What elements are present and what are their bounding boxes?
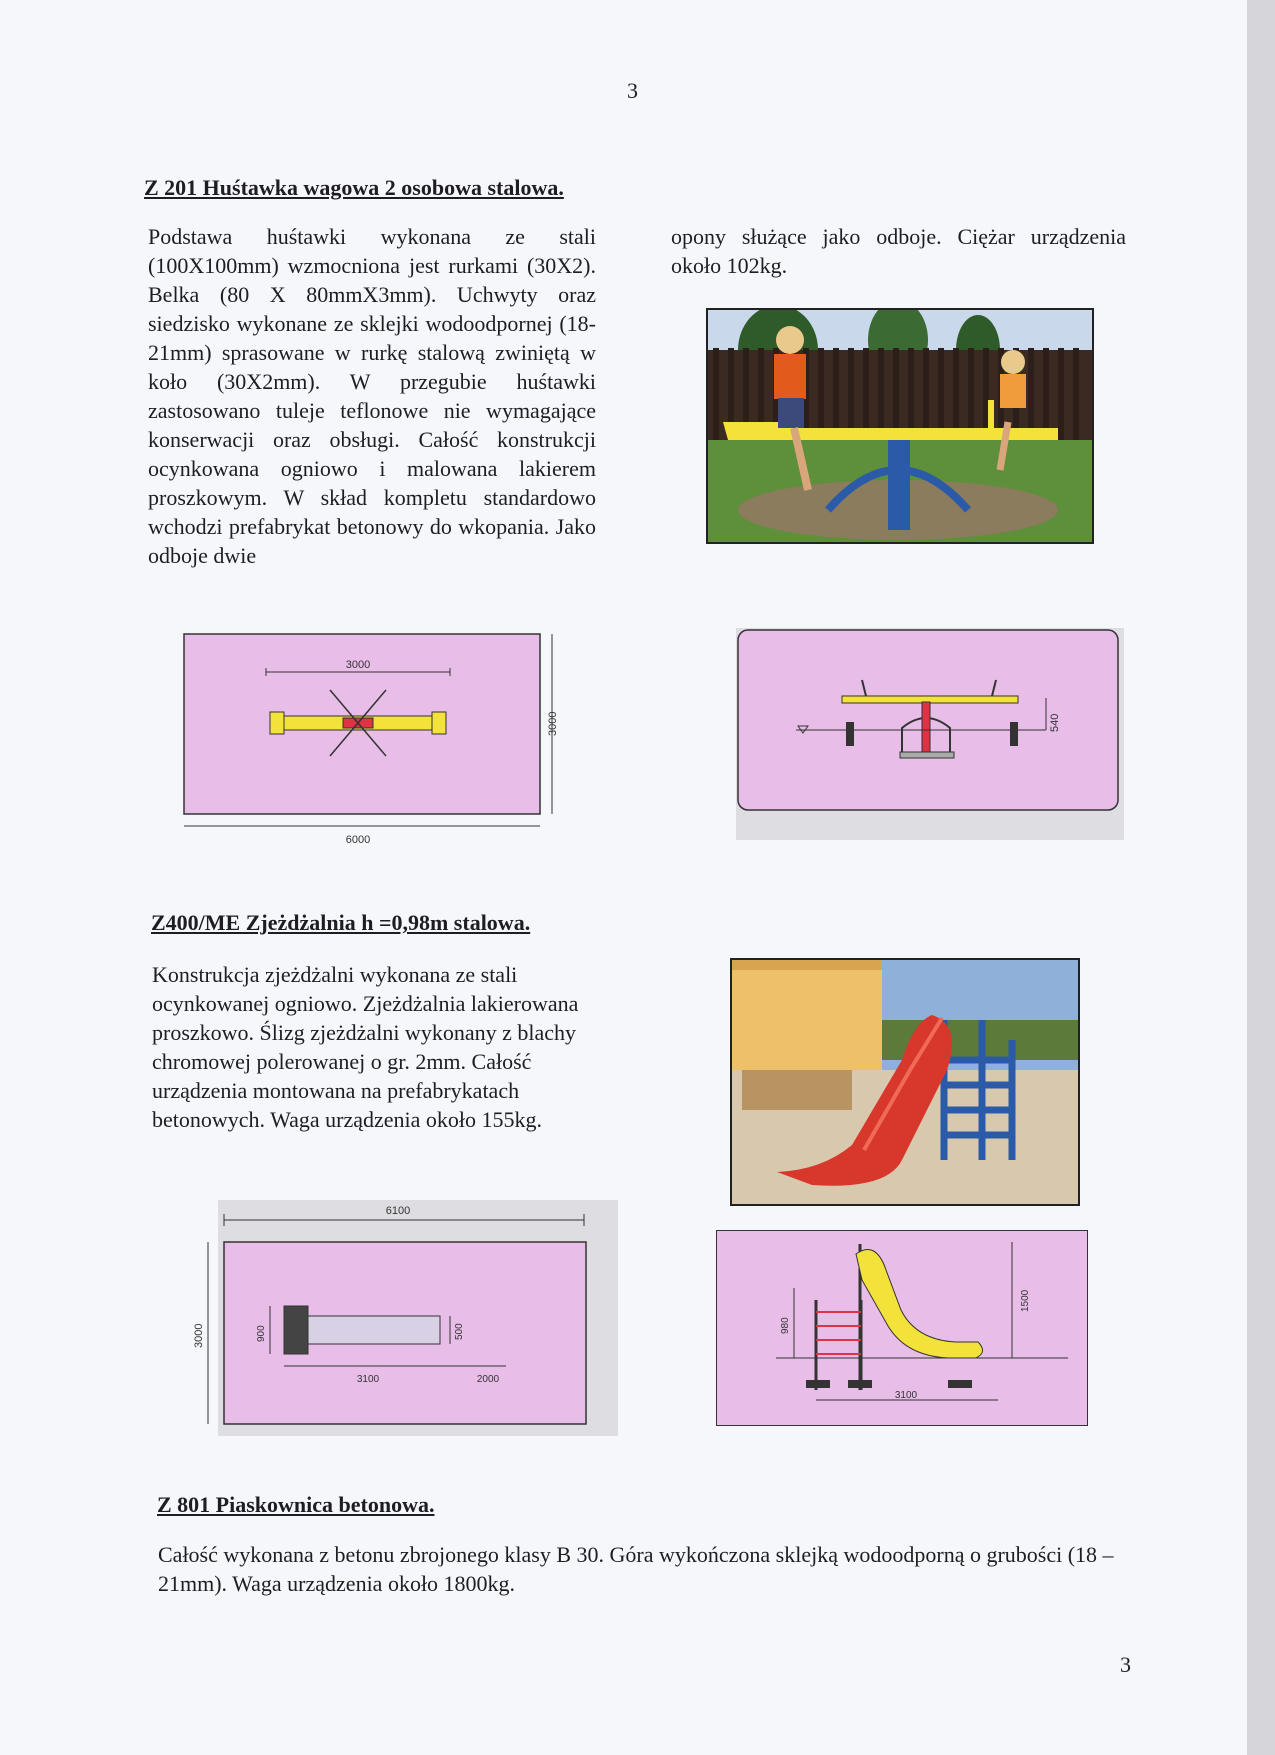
page-number-bottom: 3 [1120,1652,1131,1677]
seesaw-plan-outer-width: 6000 [345,834,371,846]
slide-plan-left-height: 900 [256,1325,267,1342]
slide-side-length: 3100 [894,1390,918,1401]
section-title-seesaw: Z 201 Huśtawka wagowa 2 osobowa stalowa. [144,175,564,200]
slide-plan-total-width: 6100 [385,1205,411,1217]
section-title-sandbox: Z 801 Piaskownica betonowa. [157,1492,435,1517]
slide-side-drawing [716,1230,1088,1426]
seesaw-description-right: opony służące jako odboje. Ciężar urządzenia około 102kg. [671,224,1126,278]
seesaw-plan-inner-width: 3000 [345,659,371,671]
slide-plan-height: 3000 [193,1323,205,1348]
sandbox-description: Całość wykonana z betonu zbrojonego klasy B 30. Góra wykończona sklejką wodoodporną o grubości (18 – 21mm). Waga urządzenia około 1800kg. [158,1542,1114,1596]
slide-plan-drawing [188,1200,620,1436]
slide-plan-right-height: 500 [454,1323,465,1340]
scan-edge [1247,0,1275,1755]
seesaw-photo [706,308,1094,544]
seesaw-description-left: Podstawa huśtawki wykonana ze stali (100X100mm) wzmocniona jest rurkami (30X2). Belka (80 X 80mmX3mm). Uchwyty oraz siedzisko wykonane ze sklejki wodoodpornej (18-21mm) sprasowane w rurkę stalową zwiniętą w koło (30X2mm). W przegubie huśtawki zastosowano tuleje teflonowe nie wymagające konserwacji oraz obsługi. Całość konstrukcji ocynkowana ogniowo i malowana lakierem proszkowym. W skład kompletu standardowo wchodzi prefabrykat betonowy do wkopania. Jako odboje dwie [148,224,596,568]
seesaw-side-drawing [736,628,1124,840]
section-title-slide: Z400/ME Zjeżdżalnia h =0,98m stalowa. [151,910,531,935]
slide-plan-part1: 3100 [356,1374,380,1385]
slide-side-platform-height: 980 [780,1317,791,1334]
seesaw-side-height: 540 [1049,713,1061,732]
slide-plan-part2: 2000 [476,1374,500,1385]
page-number-top: 3 [627,78,638,103]
seesaw-plan-height: 3000 [547,711,559,736]
slide-photo [730,958,1080,1206]
slide-side-total-height: 1500 [1020,1289,1031,1312]
slide-description: Konstrukcja zjeżdżalni wykonana ze stali ocynkowanej ogniowo. Zjeżdżalnia lakierowana proszkowo. Ślizg zjeżdżalni wykonany z blachy chromowej polerowanej o gr. 2mm. Całość urządzenia montowana na prefabrykatach betonowych. Waga urządzenia około 155kg. [152,962,579,1132]
seesaw-plan-drawing [178,630,560,850]
